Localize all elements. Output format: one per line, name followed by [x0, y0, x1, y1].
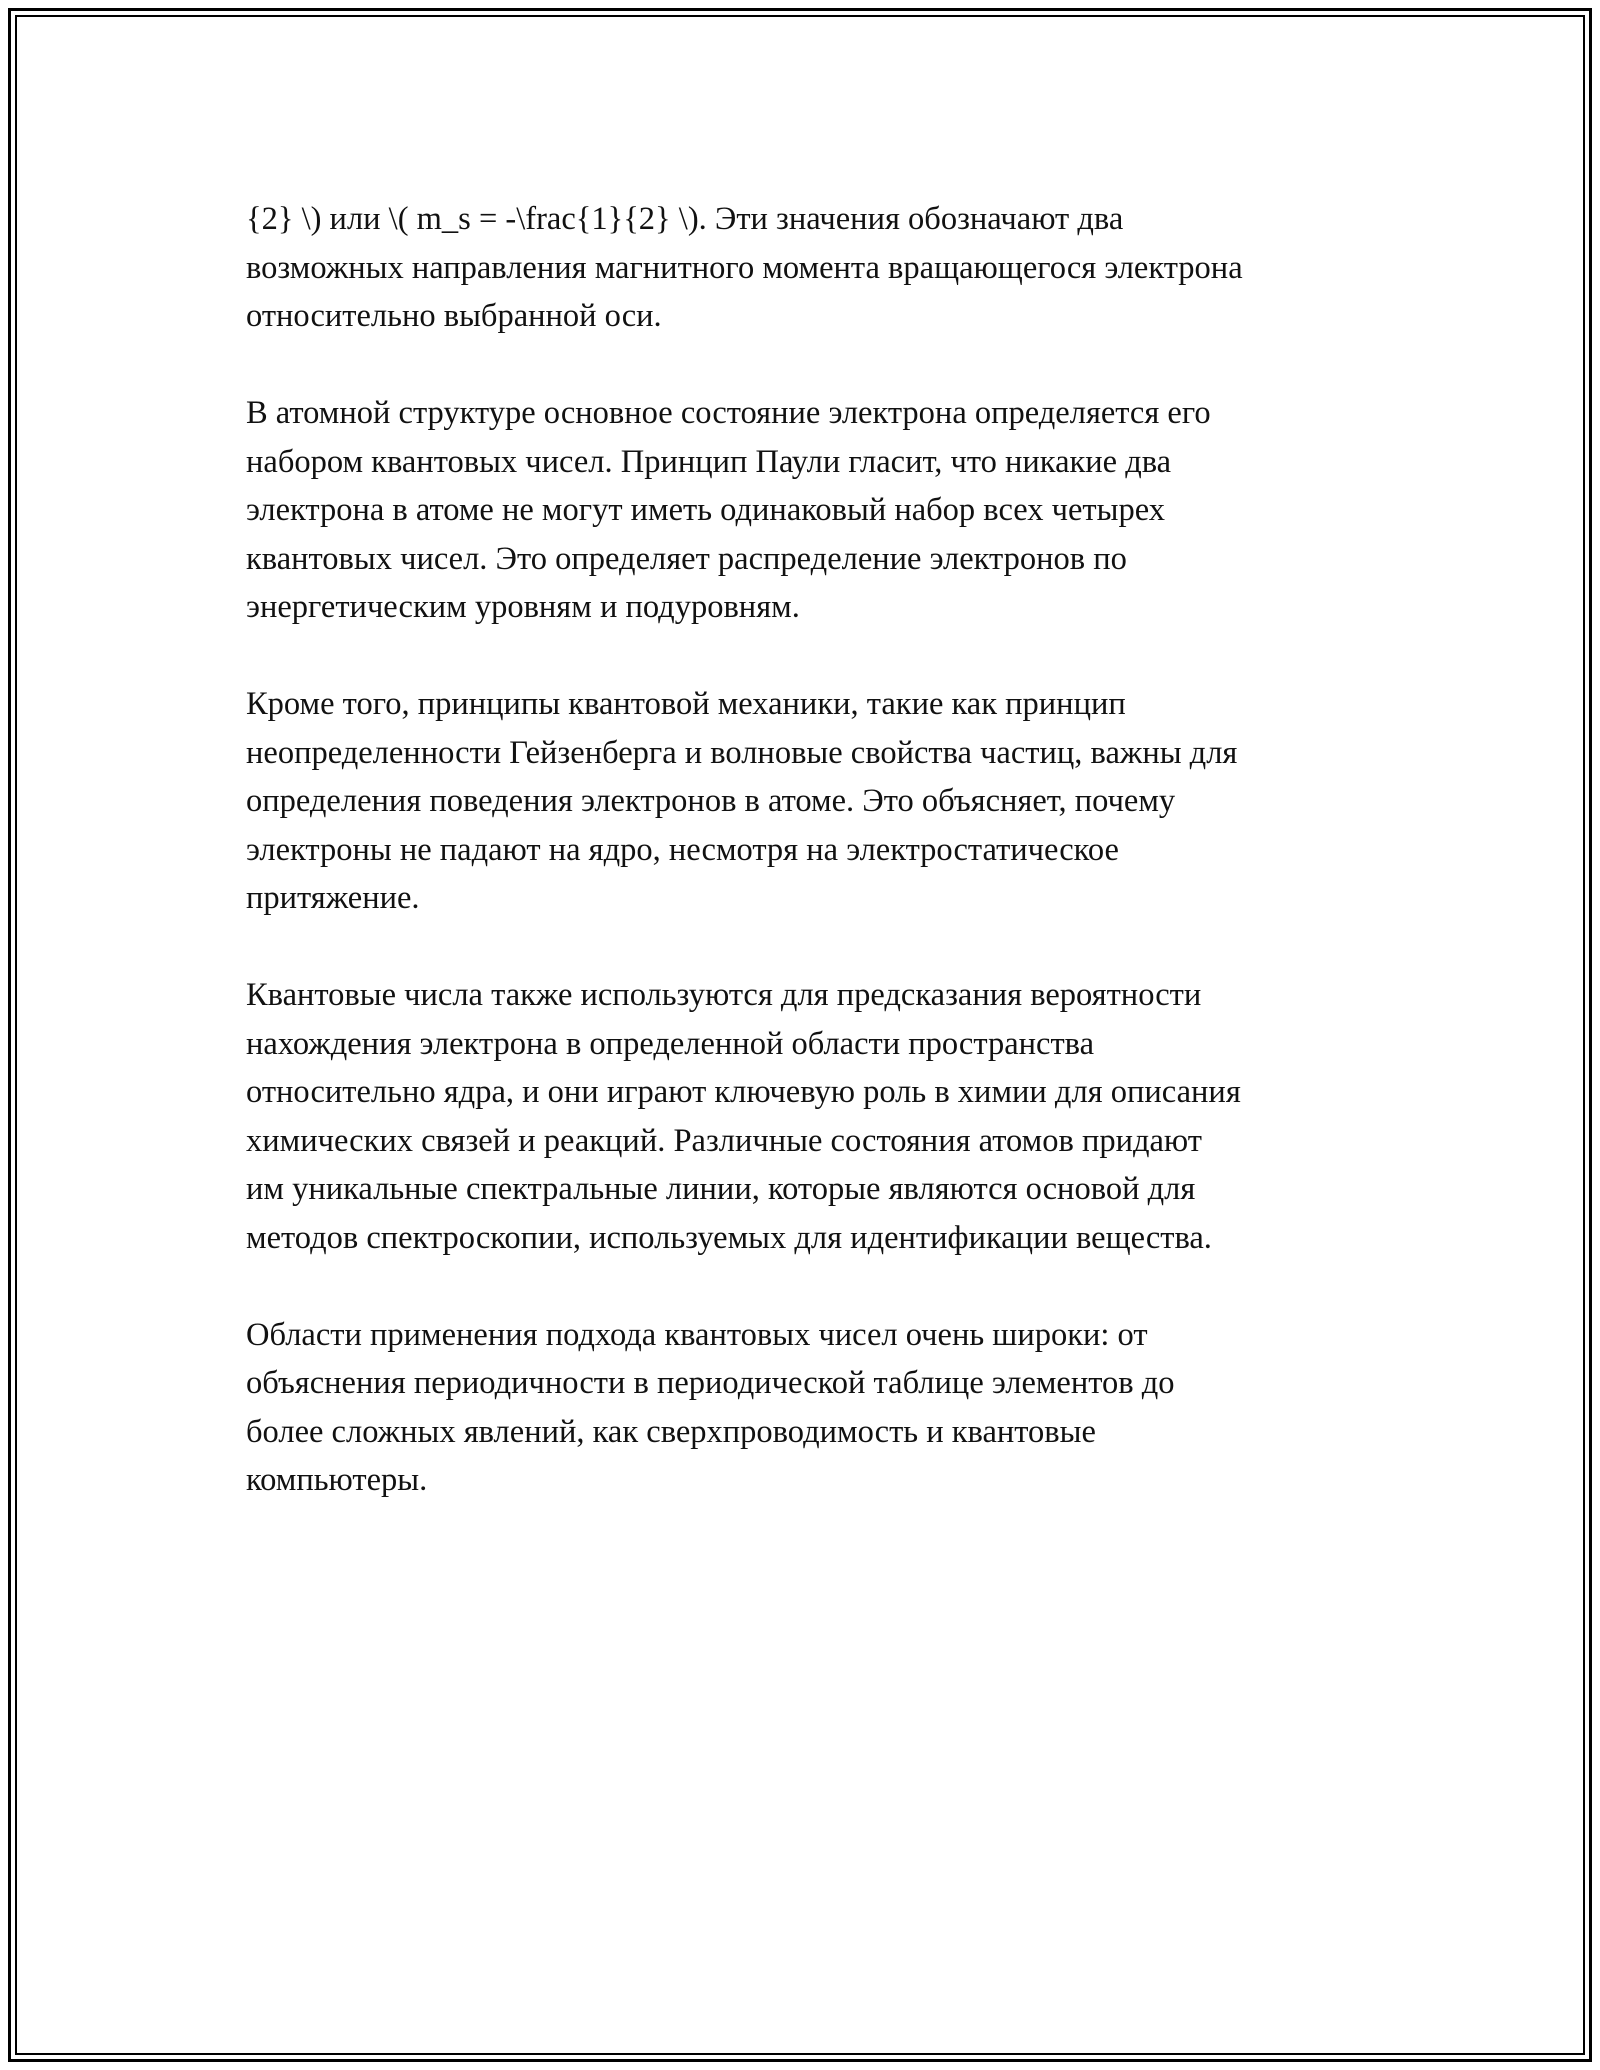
- text-line: электрона в атоме не могут иметь одинаковый набор всех четырех: [246, 492, 1165, 528]
- page-frame: [8, 8, 1592, 2062]
- text-line: химических связей и реакций. Различные состояния атомов придают: [246, 1122, 1202, 1159]
- paragraph-5: [246, 1311, 1386, 1505]
- text-line: Области применения подхода квантовых чисел очень широки: от: [246, 1316, 1148, 1353]
- text-line: энергетическим уровням и подуровням.: [246, 589, 800, 625]
- text-line: Кроме того, принципы квантовой механики, такие как принцип: [246, 686, 1126, 722]
- text-line: нахождения электрона в определенной области пространства: [246, 1025, 1094, 1062]
- text-line: электроны не падают на ядро, несмотря на электростатическое: [246, 831, 1119, 868]
- text-line: компьютеры.: [246, 1462, 428, 1498]
- text-line: методов спектроскопии, используемых для идентификации вещества.: [246, 1219, 1212, 1256]
- document-body: [246, 195, 1386, 1505]
- text-line: {2} \) или \( m_s = -\frac{1}{2} \). Эти значения обозначают два: [246, 201, 1124, 237]
- text-line: неопределенности Гейзенберга и волновые свойства частиц, важны для: [246, 734, 1238, 771]
- paragraph-2: [246, 389, 1386, 632]
- text-line: набором квантовых чисел. Принцип Паули гласит, что никакие два: [246, 443, 1172, 480]
- paragraph-4: [246, 971, 1386, 1262]
- paragraph-1: [246, 195, 1386, 341]
- text-line: им уникальные спектральные линии, которые являются основой для: [246, 1171, 1196, 1207]
- text-line: объяснения периодичности в периодической таблице элементов до: [246, 1365, 1175, 1401]
- text-line: Квантовые числа также используются для предсказания вероятности: [246, 977, 1202, 1013]
- text-line: возможных направления магнитного момента вращающегося электрона: [246, 249, 1243, 286]
- text-line: определения поведения электронов в атоме. Это объясняет, почему: [246, 783, 1176, 819]
- text-line: относительно ядра, и они играют ключевую роль в химии для описания: [246, 1074, 1241, 1110]
- text-line: В атомной структуре основное состояние электрона определяется его: [246, 395, 1211, 431]
- text-line: относительно выбранной оси.: [246, 298, 662, 334]
- text-line: квантовых чисел. Это определяет распределение электронов по: [246, 540, 1127, 577]
- text-line: более сложных явлений, как сверхпроводимость и квантовые: [246, 1413, 1096, 1450]
- paragraph-3: [246, 680, 1386, 923]
- text-line: притяжение.: [246, 880, 420, 916]
